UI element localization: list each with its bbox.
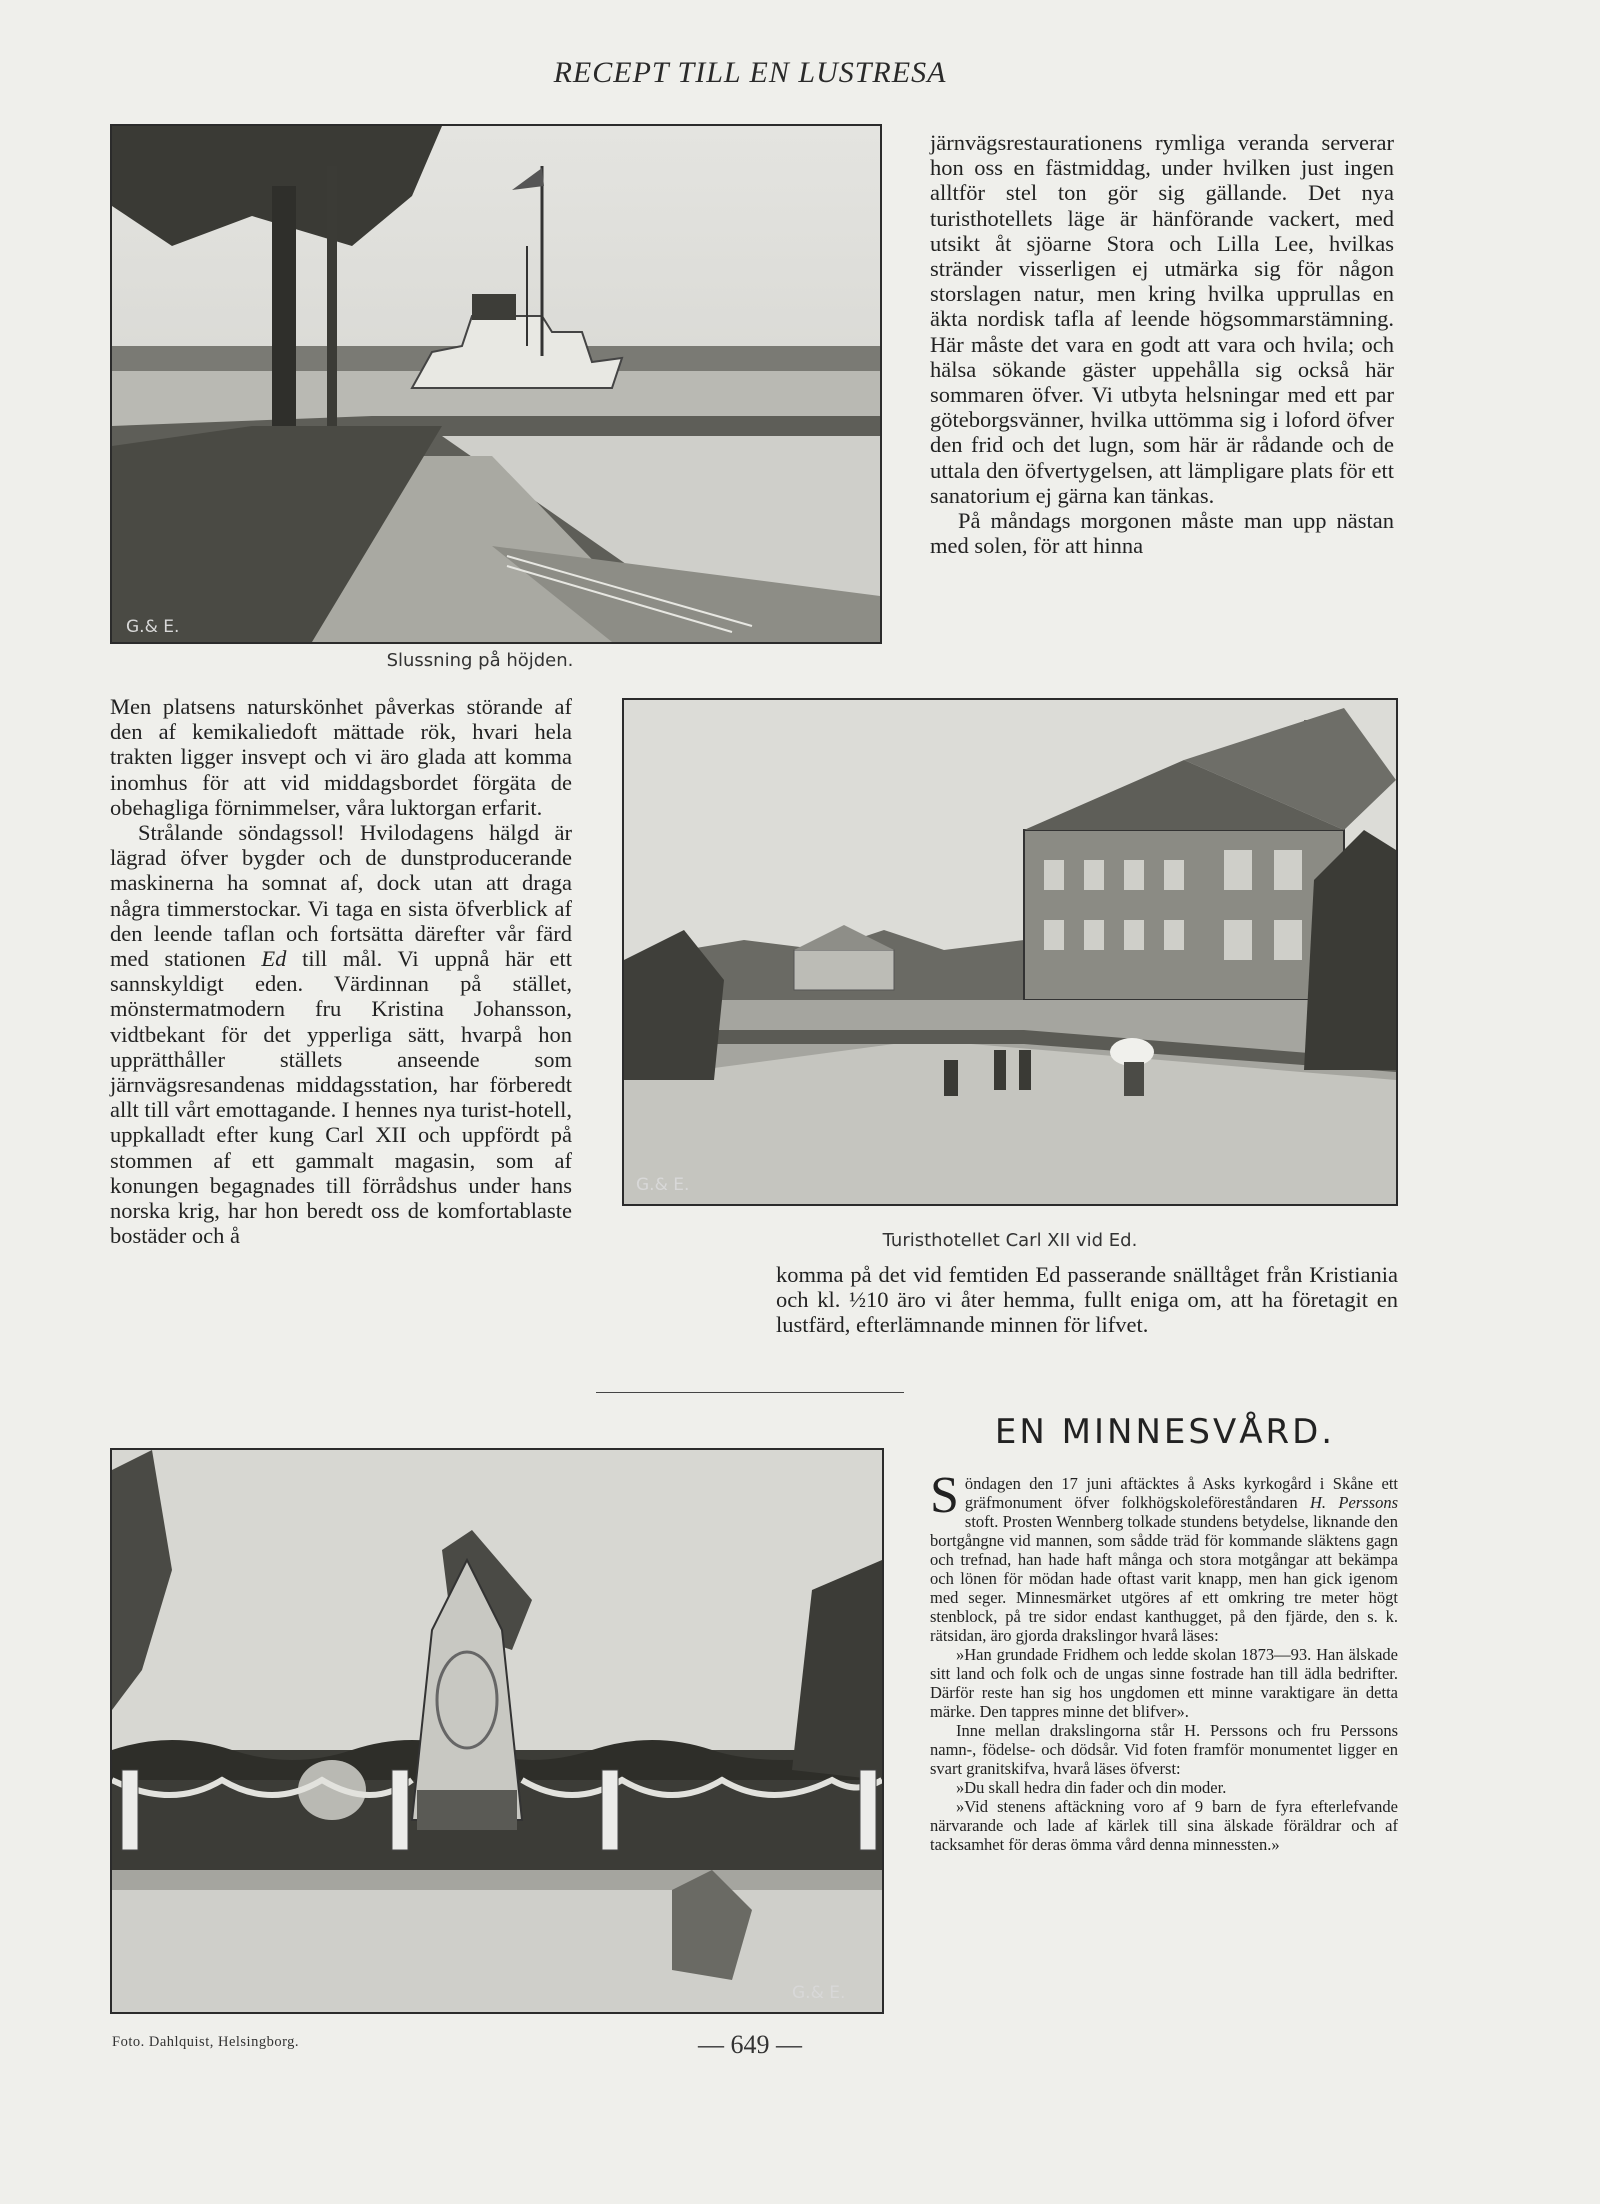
photo-monument-image	[112, 1450, 882, 2012]
photo-lock-image	[112, 126, 880, 642]
photo-hotel-image	[624, 700, 1396, 1204]
photo-lock-caption: Slussning på höjden.	[386, 650, 574, 671]
section-paragraph: »Du skall hedra din fader och din moder.	[956, 1778, 1227, 1797]
section-paragraph: Söndagen den 17 juni aftäcktes å Asks kyrkogård i Skåne ett gräfmonument öfver folkhögskoleföreståndaren H. Perssons stoft. Prosten Wennberg tolkade stundens betydelse, liknande den bortgångne vid mannen, som sådde träd för kommande släktens gagn och trefnad, han hade haft många och stora motgångar att bekämpa och lönen för mödan hade oftast varit knapp, men han gick igenom med seger. Minnesmärket utgöres af ett omkring tre meter högt stenblock, på tre sidor endast kanthugget, på den fjärde, den s. k. rätsidan, äro gjorda drakslingor hvarå läses:	[930, 1467, 1398, 1645]
photo-hotel	[622, 698, 1398, 1206]
article-paragraph: komma på det vid femtiden Ed passerande snälltåget från Kristiania och kl. ½10 äro vi åter hemma, fullt eniga om, att ha företagit en lustfärd, efterlämnande minnen för lifvet.	[776, 1262, 1398, 1338]
drop-cap: S	[930, 1467, 959, 1524]
article-left-column	[110, 694, 572, 1248]
photo-monument	[110, 1448, 884, 2014]
photo-lock-watermark: G.& E.	[126, 617, 180, 637]
section-paragraph: »Han grundade Fridhem och ledde skolan 1873—93. Han älskade sitt land och folk och de ungas sinne fostrade han till ädla bedrifter. Därför reste han sig hos ungdomen ett minne varaktigare än detta märke. Den tappres minne det blifver».	[930, 1645, 1398, 1721]
page-number: — 649 —	[698, 2030, 802, 2059]
photo-monument-watermark: G.& E.	[792, 1983, 846, 2003]
section-body	[930, 1467, 1398, 1854]
section-paragraph: Inne mellan drakslingorna står H. Perssons och fru Perssons namn-, födelse- och dödsår. Vid foten framför monumentet ligger en svart granitskifva, hvarå läses öfverst:	[930, 1721, 1398, 1778]
fraction: ½	[849, 1287, 866, 1313]
article-paragraph: Strålande söndagssol! Hvilodagens hälgd är lägrad öfver bygder och de dunstproducerande maskinerna ha somnat af, dock utan att draga några timmerstockar. Vi taga en sista öfverblick af den leende taflan och fortsätta därefter vår färd med stationen Ed till mål. Vi uppnå här ett sannskyldigt eden. Värdinnan på stället, mönstermatmodern fru Kristina Johansson, vidtbekant för det ypperliga sätt, hvarpå hon upprätthåller ställets anseende som järnvägsresandenas middagsstation, har förberedt allt till vårt emottagande. I hennes nya turist-hotell, uppkalladt efter kung Carl XII och uppfördt på stommen af ett gammalt magasin, som af konungen begagnades till förrådshus under hans norska krig, har hon beredt oss de komfortablaste bostäder och å	[110, 820, 572, 1249]
article-right-column-top	[930, 130, 1394, 558]
article-right-column-bottom	[776, 1262, 1398, 1338]
person-name: H. Perssons	[1309, 1493, 1398, 1512]
place-name: Ed	[261, 946, 287, 972]
section-paragraph: »Vid stenens aftäckning voro af 9 barn de fyra efterlefvande närvarande och lade af kärlek till sina älskade föräldrar och af tacksamhet för deras ömma vård denna minnessten.»	[930, 1797, 1398, 1854]
photo-hotel-watermark: G.& E.	[636, 1175, 690, 1195]
section-title: EN MINNESVÅRD.	[994, 1412, 1336, 1452]
article-paragraph: järnvägsrestaurationens rymliga veranda serverar hon oss en fästmiddag, under hvilken just ingen alltför stel ton gör sig gällande. Det nya turisthotellets läge är hänförande vackert, med utsikt åt sjöarne Stora och Lilla Lee, hvilkas stränder visserligen ej utmärka sig för någon storslagen natur, men kring hvilka upprullas en äkta nordisk tafla af leende högsommarstämning. Här måste det vara en godt att vara och hvila; och hälsa sökande gäster uppehålla sig också här sommaren öfver. Vi utbyta helsningar med ett par göteborgsvänner, hvilka uttömma sig i loford öfver den frid och det lugn, som här är rådande och de uttala den öfvertygelsen, att lämpligare plats för ett sanatorium ej gärna kan tänkas.	[930, 130, 1394, 508]
photo-hotel-caption: Turisthotellet Carl XII vid Ed.	[882, 1230, 1138, 1251]
section-divider	[596, 1392, 904, 1393]
article-paragraph: Men platsens naturskönhet påverkas störande af den af kemikaliedoft mättade rök, hvari hela trakten ligger insvept och vi äro glada att komma inomhus för att vid middagsbordet förgäta de obehagliga förnimmelser, våra luktorgan erfarit.	[110, 694, 572, 820]
article-paragraph: På måndags morgonen måste man upp nästan med solen, för att hinna	[930, 508, 1394, 559]
photo-credit: Foto. Dahlquist, Helsingborg.	[112, 2034, 300, 2050]
photo-lock	[110, 124, 882, 644]
running-header: RECEPT TILL EN LUSTRESA	[553, 56, 947, 89]
